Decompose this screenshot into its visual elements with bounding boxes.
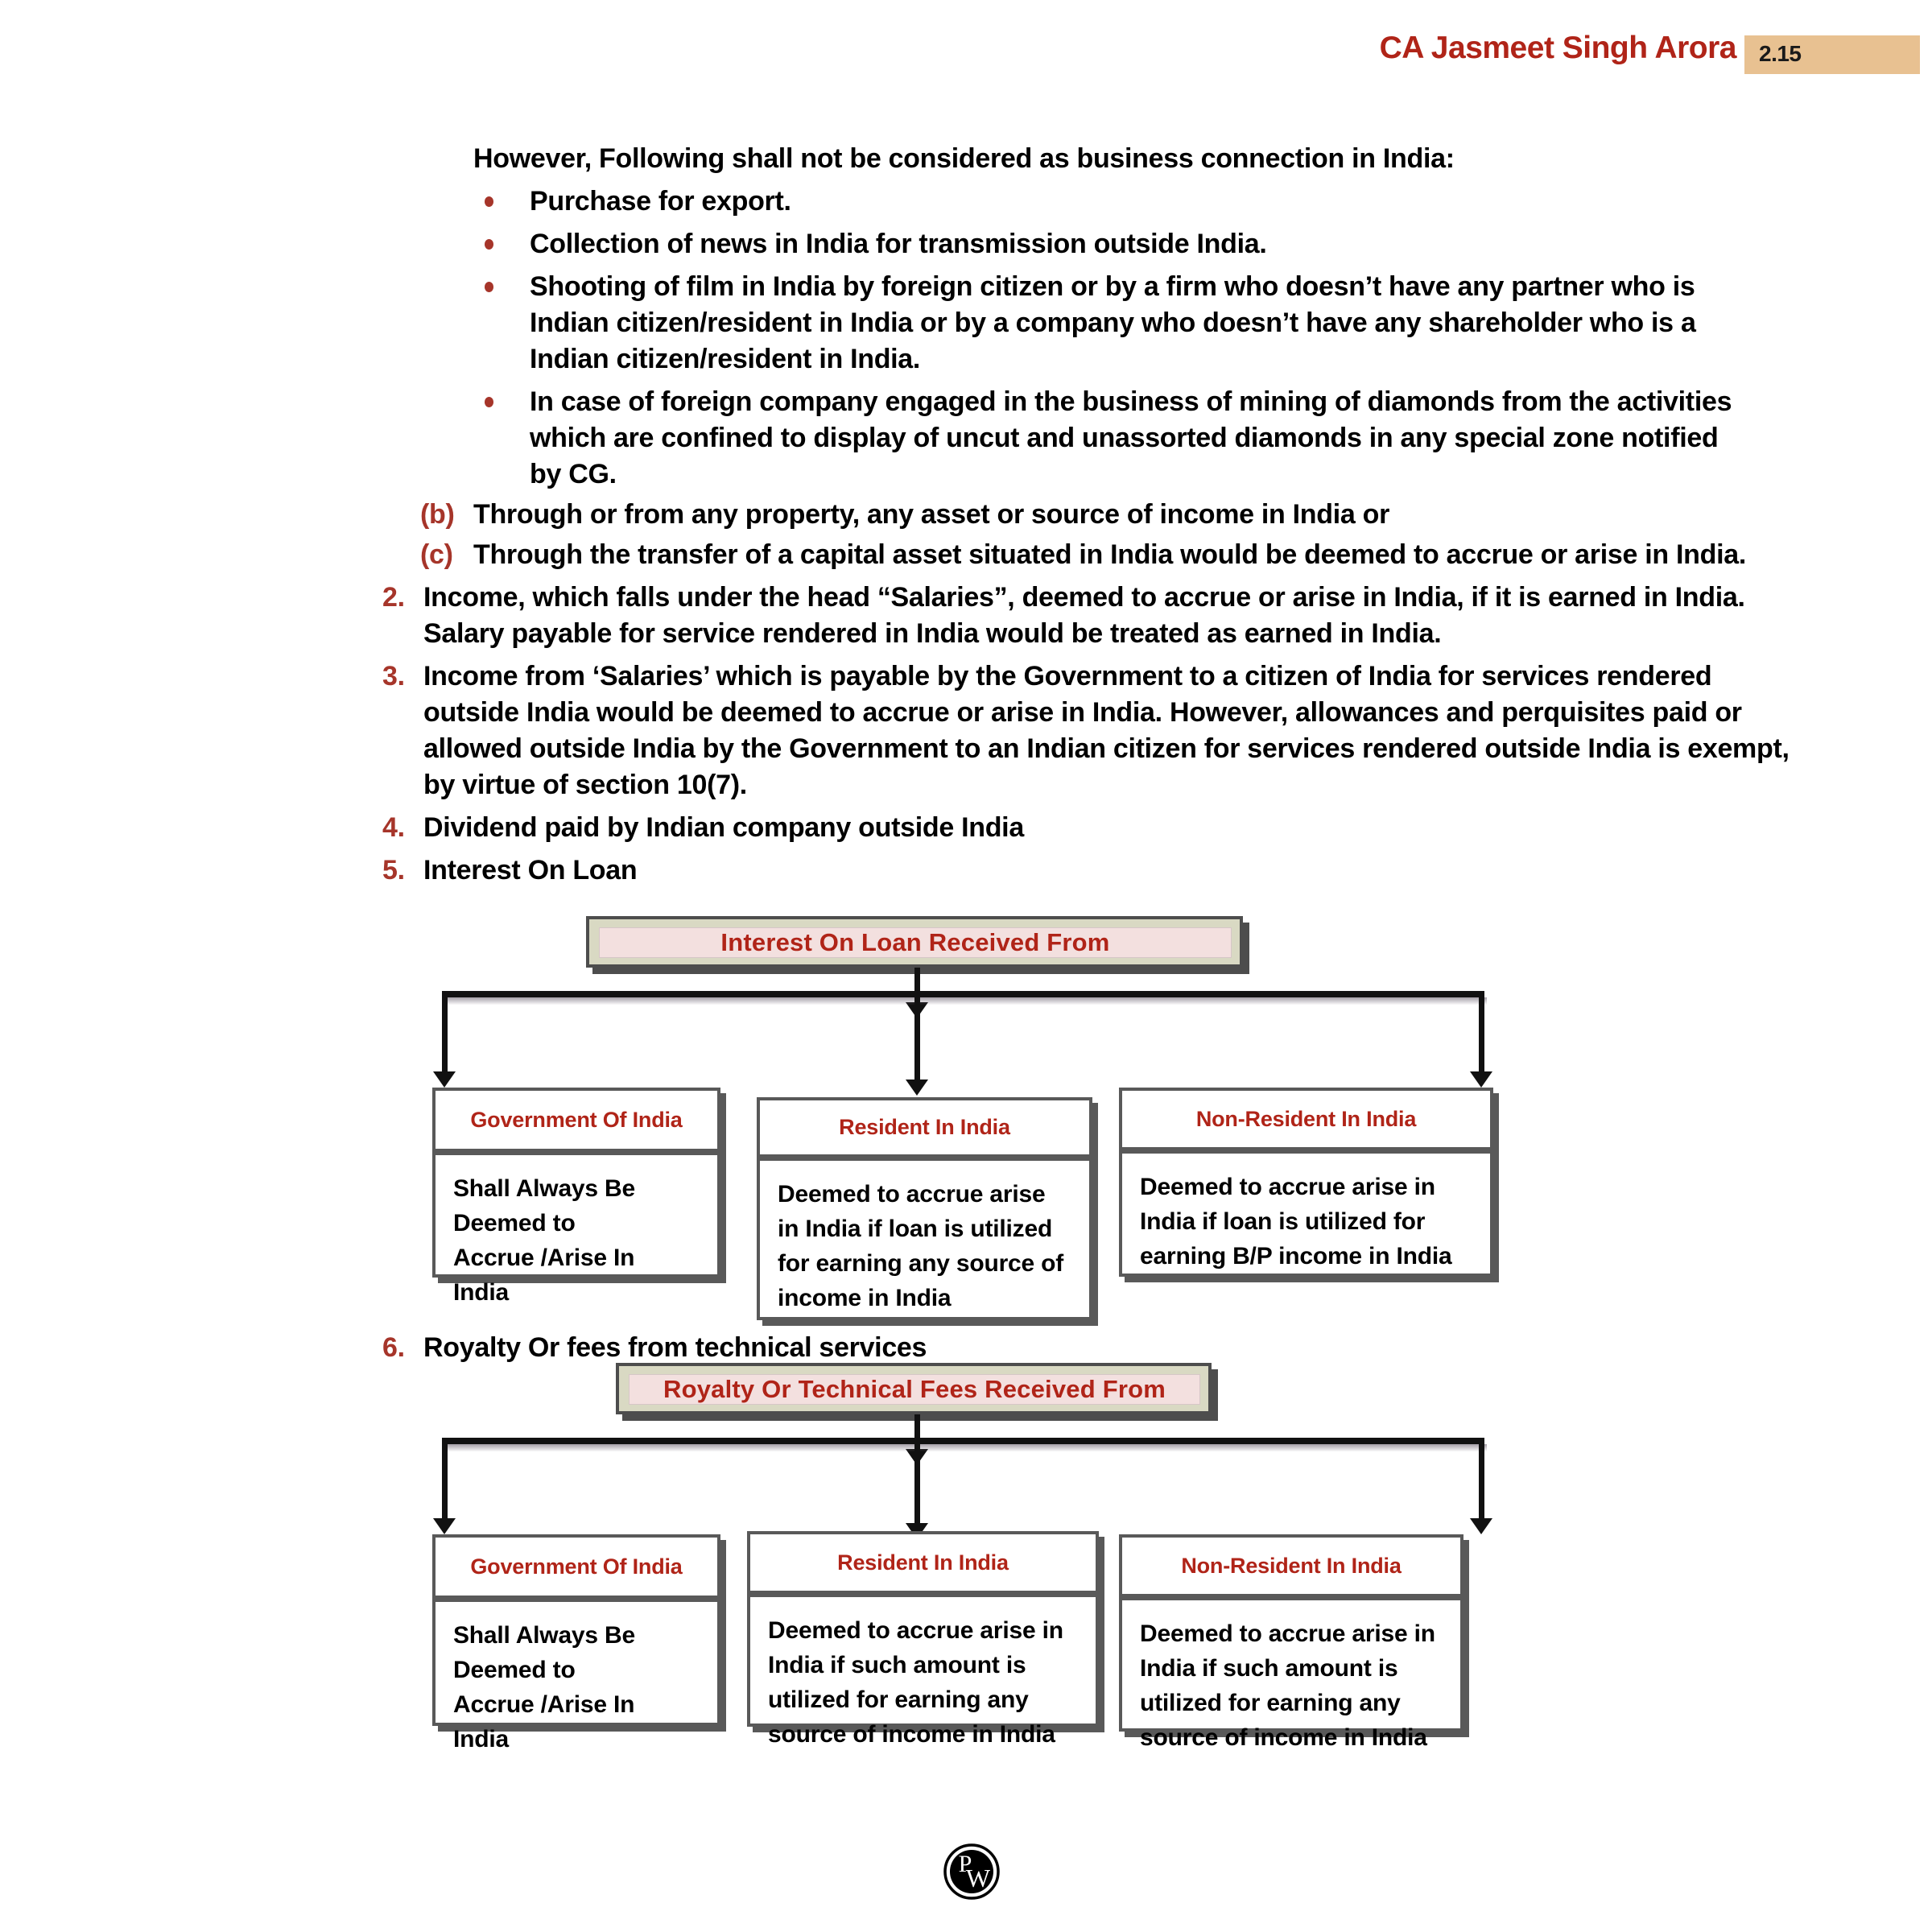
bullet-dot-icon: [485, 196, 493, 207]
node-body-text: Shall Always Be Deemed to Accrue /Arise In India: [453, 1175, 635, 1306]
bullet-item-text: Collection of news in India for transmission outside India.: [530, 229, 1267, 259]
node-header-text: Government Of India: [470, 1554, 683, 1579]
numbered-list-item-2: [375, 580, 1791, 652]
node-header-text: Government Of India: [470, 1107, 683, 1132]
lead-paragraph: However, Following shall not be considered as business connection in India:: [473, 143, 1455, 174]
node-header: [432, 1088, 720, 1152]
node-header-text: Resident In India: [839, 1115, 1010, 1139]
node-header: [432, 1534, 720, 1599]
node-header-text: Non-Resident In India: [1195, 1106, 1417, 1131]
list-number: 4.: [382, 812, 405, 843]
node-header: [757, 1097, 1092, 1158]
page-number-badge: [1744, 35, 1920, 74]
node-header: [1119, 1088, 1493, 1150]
flow-title-inner-box: [629, 1374, 1200, 1405]
numbered-list-item-6: [375, 1330, 927, 1366]
flow-node-non-resident-in-india: [1119, 1088, 1493, 1277]
numbered-item-text: Income, which falls under the head “Salaries”, deemed to accrue or arise in India, if it is earned in India. Salary payable for service rendered in India would be treated as earned in India.: [423, 582, 1745, 649]
flow-title-text: Interest On Loan Received From: [720, 928, 1110, 956]
alpha-item-text: Through the transfer of a capital asset situated in India would be deemed to accrue or arise in India.: [473, 539, 1746, 570]
connector-leg-left: [442, 1438, 448, 1524]
node-header: [1119, 1534, 1463, 1597]
list-number: 3.: [382, 661, 405, 691]
pw-logo-icon: [943, 1843, 1000, 1900]
connector-leg-center: [914, 991, 920, 1086]
node-body-text: Deemed to accrue arise in India if loan is utilized for earning any source of income in India: [778, 1181, 1064, 1311]
alpha-marker: (b): [420, 499, 455, 530]
numbered-list-item-4: [375, 810, 1791, 846]
flow-title-box: [586, 916, 1243, 968]
flow-node-government-of-india: [432, 1088, 720, 1306]
arrow-head-icon: [906, 1080, 928, 1096]
page-header: [0, 0, 1932, 97]
alpha-list-item-c: [420, 537, 1787, 573]
connector-leg-right: [1479, 991, 1484, 1077]
flow-title-text: Royalty Or Technical Fees Received From: [663, 1375, 1166, 1403]
arrow-head-icon: [433, 1071, 456, 1088]
bullet-item-text: Purchase for export.: [530, 186, 791, 217]
connector-leg-left: [442, 991, 448, 1077]
alpha-list-item-b: [420, 497, 1787, 533]
bullet-item-text: Shooting of film in India by foreign citizen or by a firm who doesn’t have any partner who is Indian citizen/resident in India or by a company who doesn’t have any shareholder who is a Indian citizen/resident in India.: [530, 271, 1696, 374]
numbered-list-item-5: [375, 852, 1791, 889]
numbered-item-text: Interest On Loan: [423, 855, 638, 886]
connector-bar: [442, 991, 1484, 997]
node-header-text: Resident In India: [837, 1550, 1009, 1575]
numbered-item-text: Income from ‘Salaries’ which is payable by the Government to a citizen of India for services rendered outside India would be deemed to accrue or arise in India. However, allowances and perquisites paid or allowed outside India by the Government to an Indian citizen for services rendered outside India is exempt, by virtue of section 10(7).: [423, 661, 1790, 800]
bullet-item-text: In case of foreign company engaged in the business of mining of diamonds from the activities which are confined to display of uncut and unassorted diamonds in any special zone notified by CG.: [530, 386, 1732, 489]
node-body-text: Deemed to accrue arise in India if such amount is utilized for earning any source of income in India: [768, 1617, 1063, 1748]
bullet-item: [473, 384, 1747, 493]
arrow-head-icon: [433, 1518, 456, 1534]
bullet-item: [473, 226, 1747, 262]
header-author-name: CA Jasmeet Singh Arora: [1379, 31, 1736, 65]
node-body-text: Shall Always Be Deemed to Accrue /Arise In India: [453, 1622, 635, 1752]
node-body: [1119, 1150, 1493, 1277]
bullet-item: [473, 184, 1747, 220]
numbered-list-item-3: [375, 658, 1791, 803]
connector-leg-center: [914, 1438, 920, 1529]
node-body: [747, 1594, 1099, 1748]
flow-node-government-of-india: [432, 1534, 720, 1752]
bullet-dot-icon: [485, 397, 493, 407]
list-number: 6.: [382, 1332, 405, 1363]
list-number: 5.: [382, 855, 405, 886]
list-number: 2.: [382, 582, 405, 613]
node-header: [747, 1531, 1099, 1594]
flow-node-non-resident-in-india: [1119, 1534, 1463, 1751]
node-body-text: Deemed to accrue arise in India if loan is utilized for earning B/P income in India: [1140, 1174, 1452, 1269]
page-number-label: 2.15: [1759, 41, 1802, 66]
flow-title-box: [616, 1363, 1212, 1414]
bullet-dot-icon: [485, 239, 493, 250]
alpha-marker: (c): [420, 539, 453, 570]
connector-leg-right: [1479, 1438, 1484, 1524]
alpha-item-text: Through or from any property, any asset or source of income in India or: [473, 499, 1390, 530]
node-body: [1119, 1597, 1463, 1751]
node-body-text: Deemed to accrue arise in India if such amount is utilized for earning any source of income in India: [1140, 1620, 1435, 1751]
arrow-head-icon: [1470, 1518, 1492, 1534]
bullet-dot-icon: [485, 282, 493, 292]
document-body: [0, 141, 1932, 889]
flow-node-resident-in-india: [757, 1097, 1092, 1320]
node-body: [432, 1152, 720, 1306]
svg-text:W: W: [965, 1864, 991, 1893]
numbered-item-text: Dividend paid by Indian company outside India: [423, 812, 1024, 843]
node-header-text: Non-Resident In India: [1181, 1553, 1402, 1578]
arrow-head-icon: [1470, 1071, 1492, 1088]
node-body: [757, 1158, 1092, 1320]
flow-title-inner-box: [599, 927, 1232, 958]
bullet-item: [473, 269, 1747, 378]
connector-bar-shadow: [444, 1444, 1487, 1451]
node-body: [432, 1599, 720, 1752]
connector-bar: [442, 1438, 1484, 1444]
svg-text:P: P: [958, 1851, 972, 1877]
numbered-item-text: Royalty Or fees from technical services: [423, 1332, 927, 1363]
connector-bar-shadow: [444, 997, 1487, 1005]
flow-node-resident-in-india: [747, 1531, 1099, 1748]
